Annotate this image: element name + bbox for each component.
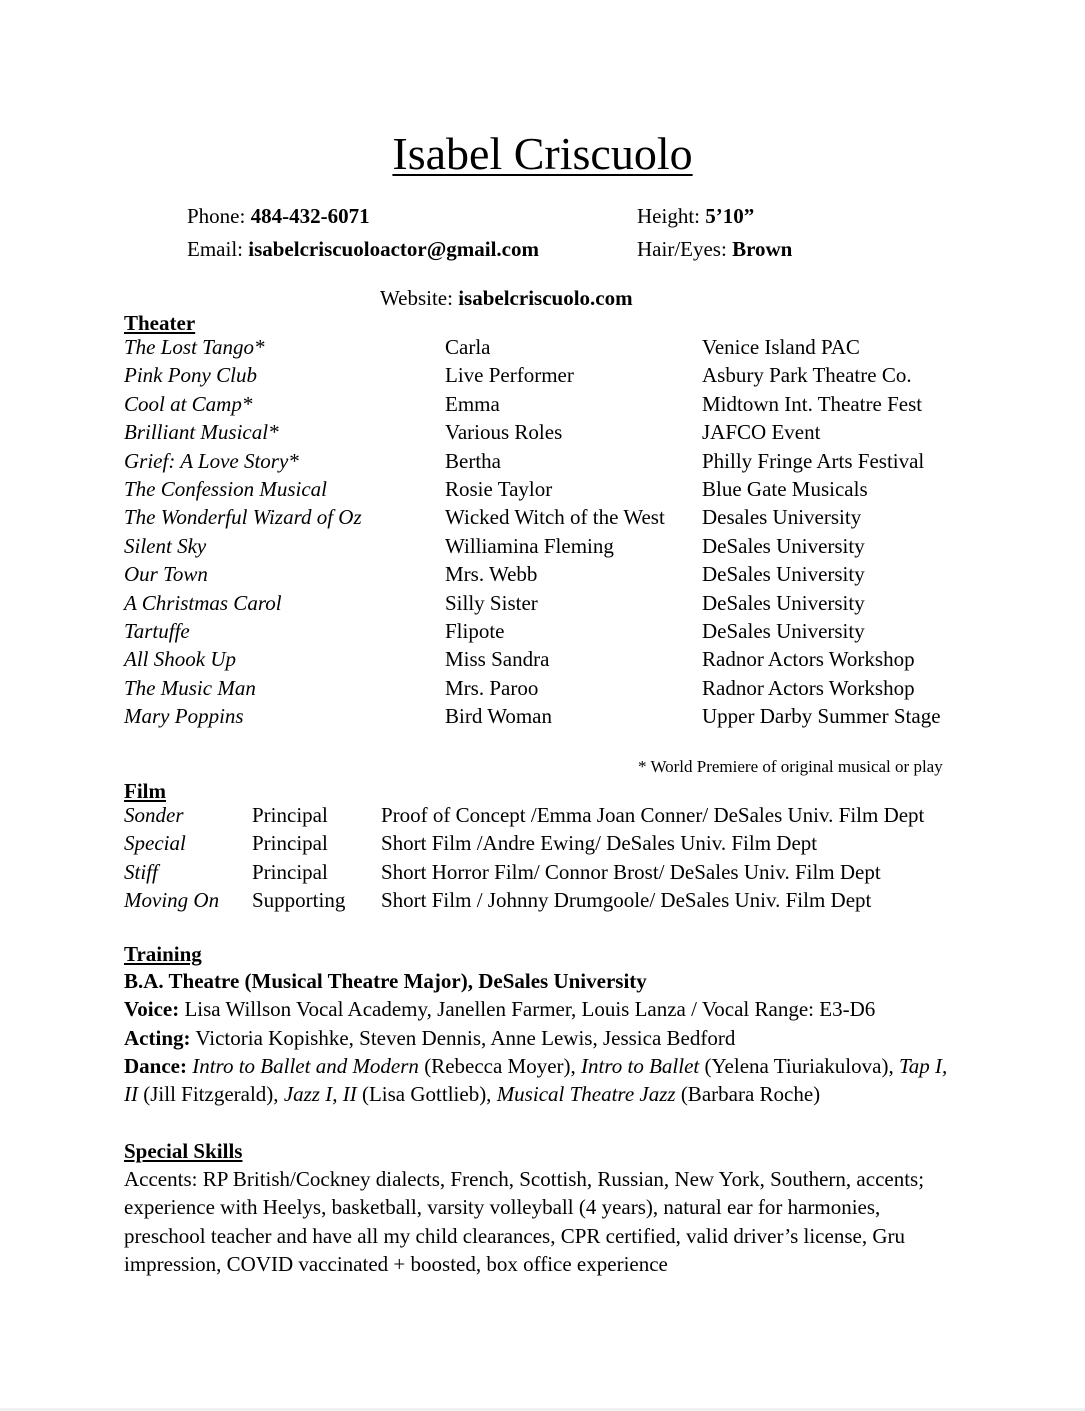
theater-show: The Wonderful Wizard of Oz <box>124 505 362 530</box>
theater-role: Flipote <box>445 619 505 643</box>
special-skills-heading: Special Skills <box>124 1139 243 1163</box>
theater-show: All Shook Up <box>124 647 236 672</box>
theater-show: Silent Sky <box>124 533 207 558</box>
theater-role: Emma <box>445 391 500 416</box>
theater-venue: JAFCO Event <box>702 420 821 445</box>
film-details: Short Horror Film/ Connor Brost/ DeSales Univ. Film Dept <box>381 859 881 884</box>
theater-role: Williamina Fleming <box>445 533 614 558</box>
film-title: Moving On <box>124 888 220 913</box>
theater-venue: DeSales University <box>702 533 865 558</box>
theater-role: Wicked Witch of the West <box>445 505 665 530</box>
hair-eyes-line <box>637 236 792 262</box>
film-details: Short Film / Johnny Drumgoole/ DeSales Univ. Film Dept <box>381 888 872 913</box>
website-value: isabelcriscuolo.com <box>458 286 633 310</box>
phone-line <box>187 203 370 229</box>
dance-class: Jazz I, II <box>283 1082 357 1107</box>
voice-text: Lisa Willson Vocal Academy, Janellen Farmer, Louis Lanza / Vocal Range: E3-D6 <box>179 997 876 1021</box>
dance-class: Intro to Ballet and Modern <box>192 1054 419 1078</box>
theater-venue: Asbury Park Theatre Co. <box>702 363 912 388</box>
theater-show: Grief: A Love Story* <box>124 448 299 473</box>
website-label: Website: <box>380 286 459 310</box>
acting-line <box>124 1024 735 1052</box>
theater-role: Silly Sister <box>445 590 538 615</box>
theater-venue: Midtown Int. Theatre Fest <box>702 391 923 416</box>
theater-show: Brilliant Musical* <box>124 420 279 445</box>
hair-eyes-label: Hair/Eyes: <box>637 237 733 261</box>
film-role: Supporting <box>252 888 346 913</box>
acting-label: Acting: <box>124 1026 191 1050</box>
theater-role: Carla <box>445 335 491 359</box>
film-heading: Film <box>124 779 166 803</box>
theater-show: The Music Man <box>124 675 256 700</box>
voice-line <box>124 995 875 1023</box>
special-skills-paragraph: Accents: RP British/Cockney dialects, French, Scottish, Russian, New York, Southern, accents; experience with Heelys, basketball, varsity volleyball (4 years), natural ear for harmonies, preschool teacher and have all my child clearances, CPR certified, valid driver’s license, Gru impression, COVID vaccinated + boosted, box office experience <box>124 1167 925 1277</box>
theater-venue: DeSales University <box>702 619 865 643</box>
theater-venue: Radnor Actors Workshop <box>702 647 915 672</box>
theater-role: Rosie Taylor <box>445 477 553 501</box>
theater-venue: Radnor Actors Workshop <box>702 675 915 700</box>
theater-show: Mary Poppins <box>124 704 244 729</box>
dance-class: Tap I, II <box>124 1054 948 1107</box>
theater-venue: Upper Darby Summer Stage <box>702 704 941 729</box>
theater-show: The Lost Tango* <box>124 335 265 359</box>
theater-footnote: * World Premiere of original musical or play <box>638 757 943 776</box>
theater-venue: Philly Fringe Arts Festival <box>702 448 925 473</box>
theater-venue: DeSales University <box>702 590 865 615</box>
theater-role: Live Performer <box>445 363 574 388</box>
dance-teacher: (Lisa Gottlieb), <box>356 1082 497 1107</box>
theater-heading: Theater <box>124 311 196 335</box>
dance-teacher: (Rebecca Moyer), <box>418 1054 582 1078</box>
film-title: Special <box>124 831 186 856</box>
name-text: Isabel Criscuolo <box>392 128 693 179</box>
website-line <box>380 285 633 311</box>
theater-role: Bird Woman <box>445 704 552 729</box>
dance-paragraph <box>124 1052 954 1109</box>
resume-name <box>0 126 1085 182</box>
theater-role: Miss Sandra <box>445 647 550 672</box>
theater-show: The Confession Musical <box>124 477 327 501</box>
height-value: 5’10” <box>705 204 755 228</box>
acting-text: Victoria Kopishke, Steven Dennis, Anne Lewis, Jessica Bedford <box>190 1026 736 1050</box>
dance-class: Musical Theatre Jazz <box>496 1082 676 1107</box>
theater-role: Mrs. Webb <box>445 562 538 587</box>
email-value: isabelcriscuoloactor@gmail.com <box>248 237 539 261</box>
email-label: Email: <box>187 237 249 261</box>
film-title: Sonder <box>124 803 184 827</box>
theater-venue: Blue Gate Musicals <box>702 477 868 501</box>
film-details: Short Film /Andre Ewing/ DeSales Univ. Film Dept <box>381 831 818 856</box>
film-title: Stiff <box>124 859 158 884</box>
phone-value: 484-432-6071 <box>250 204 370 228</box>
theater-role: Mrs. Paroo <box>445 675 539 700</box>
height-line <box>637 203 754 229</box>
theater-role: Various Roles <box>445 420 563 445</box>
film-role: Principal <box>252 803 328 827</box>
theater-venue: DeSales University <box>702 562 865 587</box>
film-details: Proof of Concept /Emma Joan Conner/ DeSales Univ. Film Dept <box>381 803 925 827</box>
phone-label: Phone: <box>187 204 251 228</box>
dance-teacher: (Yelena Tiuriakulova), <box>699 1054 899 1078</box>
theater-venue: Desales University <box>702 505 862 530</box>
theater-show: Cool at Camp* <box>124 391 253 416</box>
height-label: Height: <box>637 204 706 228</box>
hair-eyes-value: Brown <box>732 237 793 261</box>
theater-show: Our Town <box>124 562 208 587</box>
theater-show: A Christmas Carol <box>124 590 282 615</box>
theater-show: Tartuffe <box>124 619 190 643</box>
email-line <box>187 236 539 262</box>
dance-teacher: (Jill Fitzgerald), <box>138 1082 284 1107</box>
theater-show: Pink Pony Club <box>124 363 257 388</box>
dance-class: Intro to Ballet <box>581 1054 700 1078</box>
theater-role: Bertha <box>445 448 501 473</box>
training-heading: Training <box>124 942 202 966</box>
degree-line: B.A. Theatre (Musical Theatre Major), DeSales University <box>124 969 647 993</box>
dance-teacher: (Barbara Roche) <box>675 1082 821 1107</box>
voice-label: Voice: <box>124 997 180 1021</box>
theater-venue: Venice Island PAC <box>702 335 860 359</box>
film-role: Principal <box>252 859 328 884</box>
film-role: Principal <box>252 831 328 856</box>
dance-label: Dance: <box>124 1054 187 1078</box>
